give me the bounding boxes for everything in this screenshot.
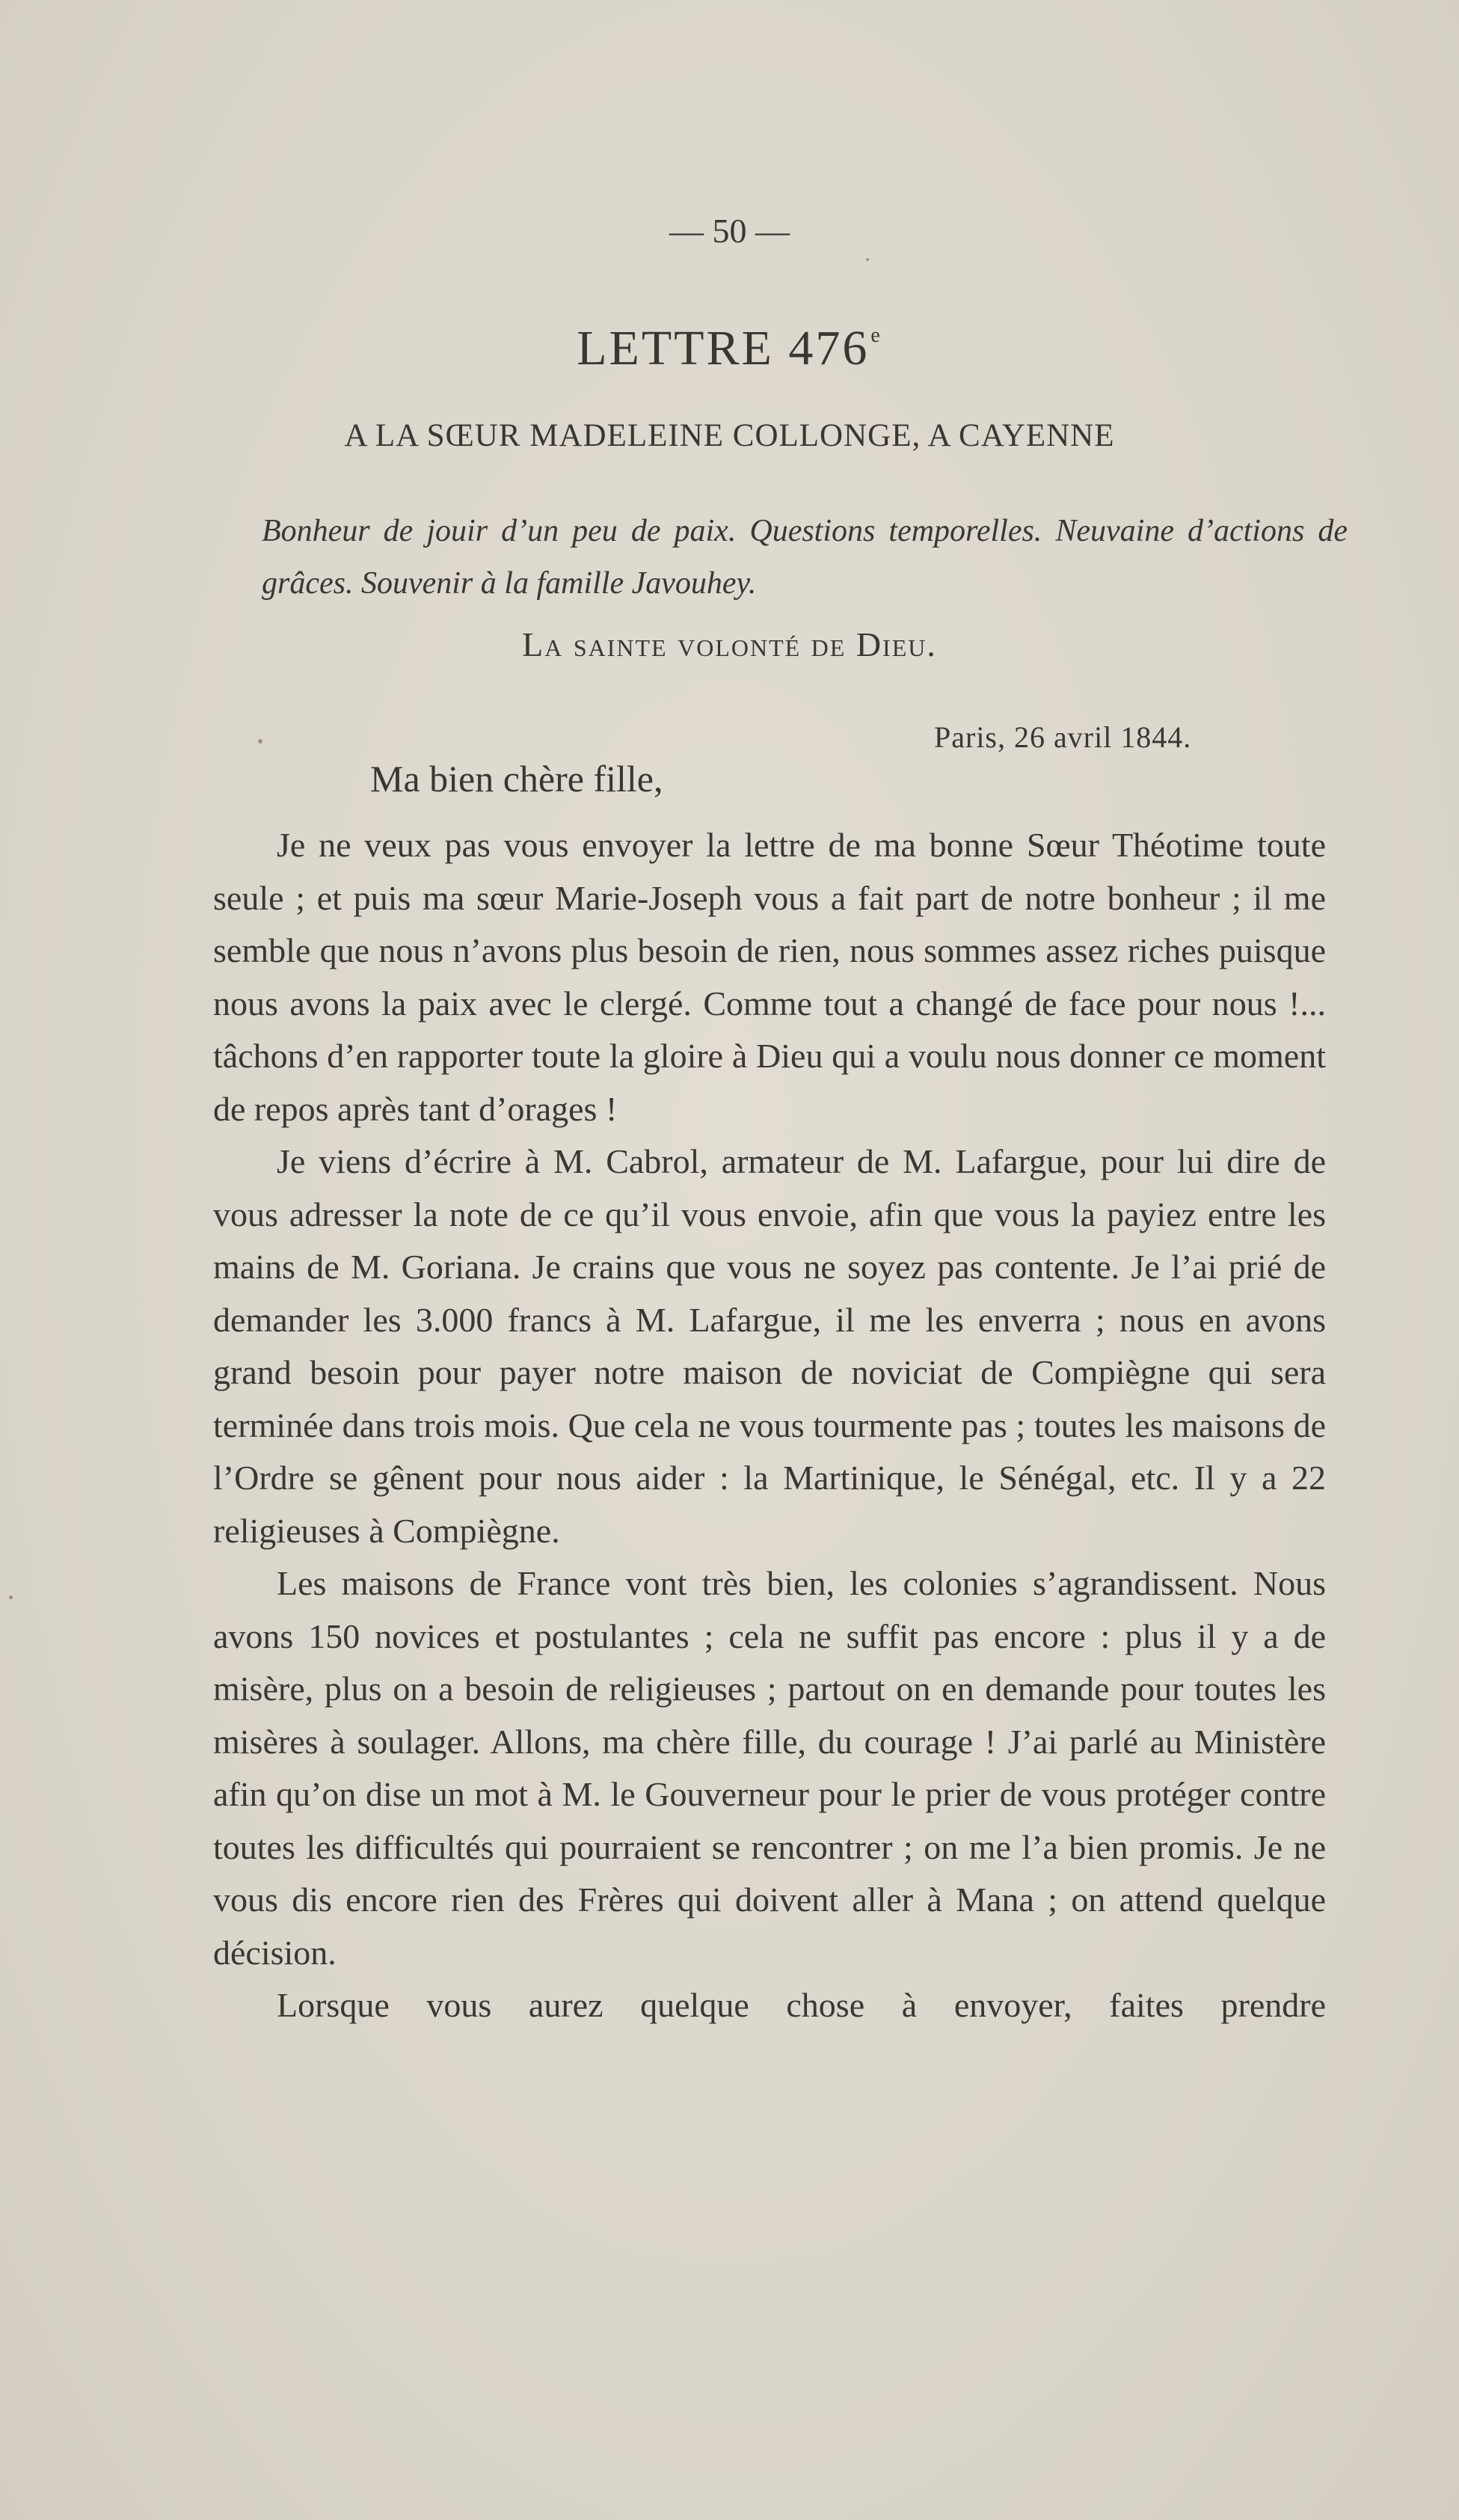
letter-body — [213, 819, 1326, 2032]
body-paragraph: Je viens d’écrire à M. Cabrol, armateur de M. Lafargue, pour lui dire de vous adresser la note de ce qu’il vous envoie, afin que vous la payiez entre les mains de M. Goriana. Je crains que vous ne soyez pas contente. Je l’ai prié de demander les 3.000 francs à M. Lafargue, il me les enverra ; nous en avons grand besoin pour payer notre maison de noviciat de Compiègne qui sera terminée dans trois mois. Que cela ne vous tourmente pas ; toutes les maisons de l’Ordre se gênent pour nous aider : la Martinique, le Sénégal, etc. Il y a 22 religieuses à Compiègne. — [213, 1142, 1326, 1550]
paper-speck-mark — [866, 258, 869, 261]
page-number: — 50 — — [669, 212, 790, 250]
letter-title-text: LETTRE 476 — [577, 321, 870, 375]
body-paragraph: Lorsque vous aurez quelque chose à envoyer, faites prendre — [277, 1986, 1326, 2024]
letter-dateline: Paris, 26 avril 1844. — [934, 720, 1192, 754]
letter-recipient: A LA SŒUR MADELEINE COLLONGE, A CAYENNE — [344, 418, 1115, 453]
letter-title-suffix: e — [870, 324, 882, 347]
letter-title — [0, 320, 1459, 377]
paper-speck-mark — [9, 1595, 13, 1599]
letter-salutation: Ma bien chère fille, — [370, 758, 663, 800]
body-paragraph: Les maisons de France vont très bien, les colonies s’agrandissent. Nous avons 150 novices et postulantes ; cela ne suffit pas encore : plus il y a de misère, plus on a besoin de religieuses ; partout on en demande pour toutes les misères à soulager. Allons, ma chère fille, du courage ! J’ai parlé au Ministère afin qu’on dise un mot à M. le Gouverneur pour le prier de vous protéger contre toutes les difficultés qui pourraient se rencontrer ; on me l’a bien promis. Je ne vous dis encore rien des Frères qui doivent aller à Mana ; on attend quelque décision. — [213, 1564, 1326, 1972]
body-paragraph: Je ne veux pas vous envoyer la lettre de ma bonne Sœur Théotime toute seule ; et puis ma sœur Marie-Joseph vous a fait part de notre bonheur ; il me semble que nous n’avons plus besoin de rien, nous sommes assez riches puisque nous avons la paix avec le clergé. Comme tout a changé de face pour nous !... tâchons d’en rapporter toute la gloire à Dieu qui a voulu nous donner ce moment de repos après tant d’orages ! — [213, 826, 1326, 1128]
letter-summary: Bonheur de jouir d’un peu de paix. Questions temporelles. Neuvaine d’actions de grâces. Souvenir à la famille Javouhey. — [262, 514, 1348, 601]
paper-speck-mark — [258, 739, 262, 744]
letter-motto: La sainte volonté de Dieu. — [522, 625, 937, 663]
